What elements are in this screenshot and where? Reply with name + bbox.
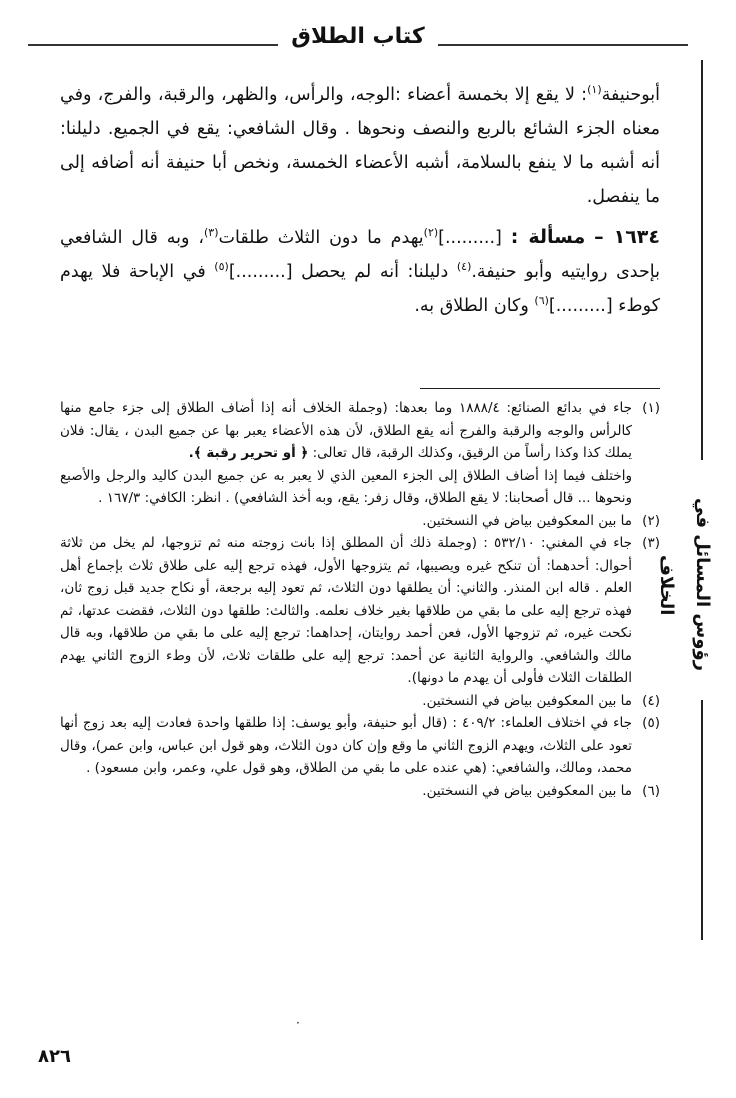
issue-label: مسألة : [510, 226, 586, 248]
side-running-title [656, 60, 720, 940]
footnotes [60, 388, 660, 802]
page-title: كتاب الطلاق [291, 24, 425, 49]
footnote-4 [60, 690, 660, 713]
footnote-ref: (٤) [456, 260, 472, 274]
footnote-6 [60, 780, 660, 803]
side-rule-top [701, 60, 703, 460]
side-rule-bottom [701, 700, 703, 940]
footnote-text: جاء في بدائع الصنائع: ١٨٨٨/٤ وما بعدها: (وجملة الخلاف أنه إذا أضاف الطلاق إلى جزء جامع منها كالرأس والوجه والرقبة والفرج أنه يقع الطلاق، لأن هذه الأعضاء يعبر بها عن جميع البدن ، يقال: فلان يملك كذا وكذا رأساً من الرقيق، وكذلك الرقبة، قال تعالى: [60, 400, 632, 461]
footnote-1 [60, 397, 660, 465]
footnote-number: (١) [642, 400, 660, 416]
page-number: ٨٢٦ [38, 1046, 71, 1067]
text-run: : لا يقع إلا بخمسة أعضاء :الوجه، والرأس، والظهر، والرقبة، والفرج، وفي معناه الجزء الشائع بالربع والنصف ونحوها . وقال الشافعي: يقع في الجميع. دليلنا: أنه أشبه ما لا ينفع بالسلامة، أشبه الأعضاء الخمسة، ونخص أبا حنيفة أنه أضافه إلى ما ينفصل. [60, 85, 660, 207]
stray-mark: · [296, 1016, 300, 1030]
issue-paragraph [60, 220, 660, 323]
footnote-5 [60, 712, 660, 780]
text-run: دليلنا: أنه لم يحصل [.........] [228, 262, 449, 282]
text-run: أبوحنيفة [601, 85, 660, 105]
footnote-1-continued [60, 465, 660, 510]
footnote-ref: (٥) [214, 260, 229, 274]
text-run: وكان الطلاق به. [414, 296, 529, 316]
footnote-text: جاء في اختلاف العلماء: ٤٠٩/٢ : (قال أبو حنيفة، وأبو يوسف: إذا طلقها واحدة فعادت إليه بعد زوج أنها تعود على الثلاث، ويهدم الزوج الثاني ما وقع وإن كان دون الثلاث، وهو قول ابن عباس، وابن عمر)، وقال محمد، ومالك، والشافعي: (هي عنده على ما بقي من الطلاق، وهو قول علي، وعمر، وابن مسعود) . [60, 715, 632, 776]
footnote-number: (٥) [642, 715, 660, 731]
issue-number: ١٦٣٤ – [594, 226, 660, 248]
footnote-text: ما بين المعكوفين بياض في النسختين. [422, 512, 632, 529]
footnote-text: ما بين المعكوفين بياض في النسختين. [422, 782, 632, 799]
running-header [28, 20, 688, 60]
main-text [60, 78, 660, 323]
footnote-text: واختلف فيما إذا أضاف الطلاق إلى الجزء المعين الذي لا يعبر به عن جميع البدن كاليد والرجل والأصبع ونحوها ... قال أصحابنا: لا يقع الطلاق، وقال زفر: يقع، وبه أخذ الشافعي) . انظر: الكافي: ١٦٧/٣ . [60, 467, 632, 506]
footnote-3 [60, 532, 660, 690]
text-run: في الإباحة فلا يهدم كوطء [.........] [60, 262, 660, 316]
text-run: [.........] [438, 228, 502, 248]
footnote-number: (٤) [642, 692, 660, 709]
footnote-rule [420, 388, 660, 389]
footnote-text: جاء في المغني: ٥٣٢/١٠ : (وجملة ذلك أن المطلق إذا بانت زوجته منه ثم تزوجها، لم يخل من ثلاثة أحوال: أحدهما: أن تنكح غيره ويصيبها، ثم يتزوجها الأول، فهذه ترجع إليه على طلاق ثلاث بإجماع أهل العلم . قاله ابن المنذر. والثاني: أن يطلقها دون الثلاث، ثم تعود إليه برجعة، أو نكاح جديد قبل زوج ثان، فهذه ترجع إليه على ما بقي من طلاقها بغير خلاف نعلمه. والثالث: طلقها دون الثلاث، فقضت عدتها، ثم نكحت غيره، ثم تزوجها الأول، فعن أحمد روايتان، إحداهما: ترجع إليه على ما بقي من طلاقها، وبه قال مالك والشافعي. والرواية الثانية عن أحمد: ترجع إليه على طلقات ثلاث، لأن وطء الزوج الثاني يهدم الطلقات الثلاث فأولى أن يهدم ما دونها). [60, 535, 632, 686]
footnote-number: (٣) [642, 535, 660, 551]
book-title-vertical: رؤوس المسائل في الخلاف [656, 498, 713, 672]
footnote-ref: (٣) [204, 226, 219, 240]
text-run: ، وبه قال الشافعي بإحدى روايتيه وأبو حنيفة. [60, 228, 660, 282]
footnote-ref: (٢) [423, 226, 439, 240]
footnote-2 [60, 510, 660, 533]
footnote-ref: (٦) [534, 294, 549, 308]
footnote-number: (٢) [642, 512, 660, 529]
footnote-text: ما بين المعكوفين بياض في النسختين. [422, 692, 632, 709]
header-rule-right [438, 44, 688, 46]
text-run: يهدم ما دون الثلاث طلقات [218, 228, 424, 248]
footnote-ref: (١) [587, 83, 602, 97]
footnote-number: (٦) [642, 782, 660, 799]
quran-verse: ﴿ أو تحرير رقبة ﴾. [188, 445, 309, 461]
main-paragraph [60, 78, 660, 214]
